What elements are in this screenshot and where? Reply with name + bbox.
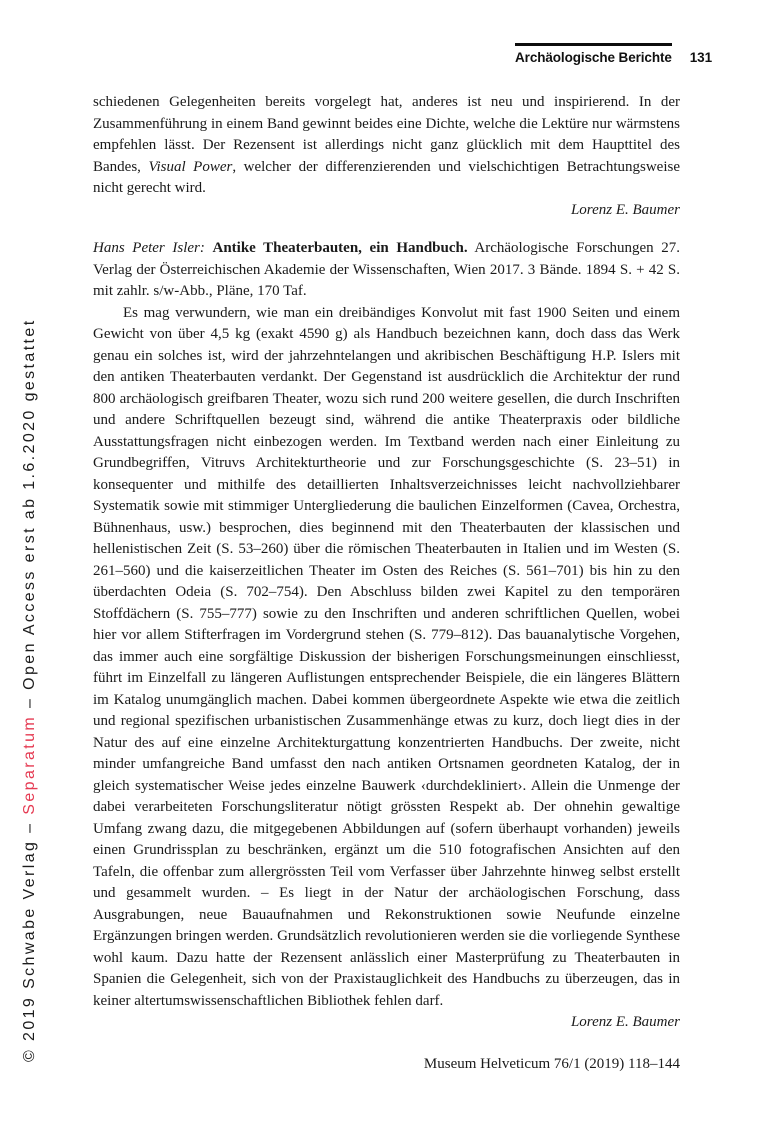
review-body-paragraph: Es mag verwundern, wie man ein dreibändiges Konvolut mit fast 1900 Seiten und einem Gewicht von über 4,5 kg (exakt 4590 g) als Handbuch bezeichnen kann, doch dass das Werk genau ein solches ist, wird der jahrzehntelangen und akribischen Beschäftigung H.P. Islers mit den antiken Theaterbauten verdankt. Der Gegenstand ist ausdrücklich die Architektur der rund 800 archäologisch greifbaren Theater, wozu sich rund 200 weitere gesellen, die durch Inschriften und andere Schriftquellen bezeugt sind, während die antike Theaterpraxis oder bildliche Ausstattungsfragen nicht einbezogen werden. Im Textband werden nach einer Einleitung zu Grundbegriffen, Vitruvs Architekturtheorie und zur Forschungsgeschichte (S. 23–51) in konsequenter und mithilfe des detaillierten Inhaltsverzeichnisses leicht nachvollziehbarer Systematik sowie mit stimmiger Untergliederung die baulichen Einzelformen (Cavea, Orchestra, Bühnenhaus, usw.) besprochen, dies beginnend mit den Theaterbauten der klassischen und hellenistischen Zeit (S. 53–260) über die römischen Theaterbauten in Italien und im Westen (S. 261–560) und die kaiserzeitlichen Theater im Osten des Reiches (S. 561–701) bis hin zu den überdachten Odeia (S. 702–754). Den Abschluss bilden zwei Kapitel zu den temporären Stoffdächern (S. 755–777) sowie zu den Inschriften und anderen schriftlichen Quellen, wobei hier vor allem Stifterfragen im Vordergrund stehen (S. 779–812). Das bauanalytische Vorgehen, das immer auch eine sorgfältige Diskussion der bisherigen Forschungsmeinungen einschliesst, führt im Einzelfall zu längeren Auflistungen entsprechender Beispiele, die ein längeres Blättern im Katalog unumgänglich machen. Dabei kommen übergeordnete Aspekte wie etwa die zeitlich und regional spezifischen urbanistischen Zusammenhänge etwas zu kurz, doch liegt dies in der Natur des auf eine einzelne Architekturgattung konzentrierten Handbuchs. Der zweite, nicht minder umfangreiche Band umfasst den nach antiken Ortsnamen geordneten Katalog, der in gleich systematischer Weise jedes einzelne Bauwerk ‹durchdekliniert›. Allein die Unmenge der dabei verarbeiteten Forschungsliteratur nötigt grössten Respekt ab. Der ohnehin gewaltige Umfang zwang dazu, die mitgegebenen Abbildungen auf (sofern überhaupt vorhanden) jeweils einen Grundrissplan zu beschränken, ergänzt um die 510 fotografischen Ansichten auf den Tafeln, die offenbar zum allergrössten Teil vom Verfasser über Jahrzehnte hinweg selbst erstellt und gesammelt wurden. – Es liegt in der Natur der archäologischen Forschung, dass Ausgrabungen, neue Bauaufnahmen und Rekonstruktionen sowie Neufunde einzelne Ergänzungen bringen werden. Grundsätzlich revolutionieren werden sie die vorliegende Synthese wohl kaum. Dazu hatte der Rezensent anlässlich einer Masterprüfung zu Theaterbauten in Spanien die Gelegenheit, sich von der Praxistauglichkeit des Handbuchs zu überzeugen, das in keiner altertumswissenschaftlichen Bibliothek fehlen darf. bbox=[93, 304, 680, 1009]
separatum-label: Separatum bbox=[21, 714, 38, 815]
reviewer-signature-second: Lorenz E. Baumer bbox=[570, 1014, 680, 1030]
section-title-wrap bbox=[515, 50, 672, 65]
text-segment: Archäologische Forschungen 27. Verlag der Österreichischen Akademie der Wissenschaften, Wien 2017. 3 Bände. 1894 S. + 42 S. mit zahlr. s/w-Abb., Pläne, 170 Taf. bbox=[93, 240, 680, 299]
copyright-sidebar bbox=[21, 318, 39, 1062]
text-segment: © 2019 Schwabe Verlag – bbox=[21, 814, 38, 1062]
text-segment: Visual Power bbox=[148, 158, 233, 175]
page-number: 131 bbox=[689, 50, 712, 65]
section-title: Archäologische Berichte bbox=[515, 50, 672, 65]
header-rule bbox=[515, 43, 672, 46]
previous-review-closing-paragraph bbox=[93, 92, 680, 200]
text-segment: schiedenen Gelegenheiten bereits vorgelegt hat, anderes ist neu und inspirierend. In der Zusammenführung in einem Band gewinnt beides eine Dichte, welche die Lektüre nur wärmstens empfehlen lässt. Der Rezensent ist allerdings nicht ganz glücklich mit dem Haupttitel des Bandes, bbox=[93, 94, 680, 175]
journal-reference: Museum Helveticum 76/1 (2019) 118–144 bbox=[423, 1056, 680, 1072]
text-segment: , welcher der differenzierenden und vielschichtigen Betrachtungsweise nicht gerecht wird. bbox=[93, 158, 680, 196]
text-segment: Hans Peter Isler: bbox=[93, 240, 213, 256]
text-segment: – Open Access erst ab 1.6.2020 gestattet bbox=[21, 318, 38, 715]
text-segment: Antike Theaterbauten, ein Handbuch. bbox=[212, 240, 468, 256]
book-citation bbox=[93, 238, 680, 303]
reviewer-signature-first: Lorenz E. Baumer bbox=[570, 201, 680, 218]
text-column bbox=[93, 92, 680, 1034]
running-head bbox=[515, 50, 712, 65]
